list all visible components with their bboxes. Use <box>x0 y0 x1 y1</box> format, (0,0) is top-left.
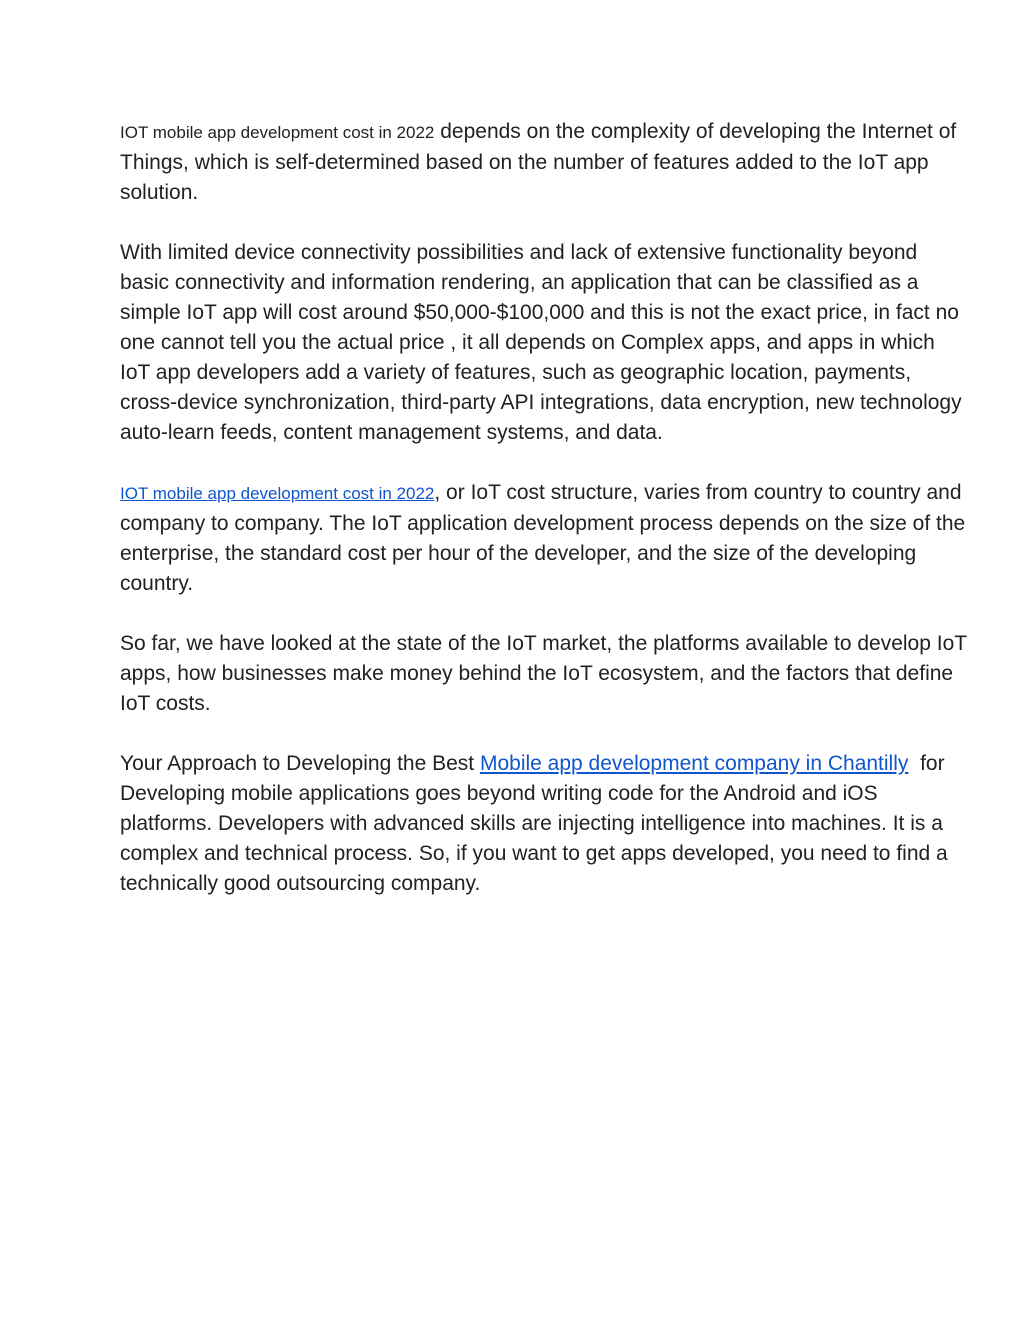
approach-after-text: for Developing mobile applications goes beyond writing code for the Android and iOS platforms. Developers with advanced skills are injecting intelligence into machines. It is a complex and technical process. So, if you want to get apps developed, you need to find a technically good outsourcing company. <box>120 752 954 895</box>
paragraph-cost-structure <box>120 478 970 599</box>
approach-before-text: Your Approach to Developing the Best <box>120 752 480 775</box>
cost-structure-text: , or IoT cost structure, varies from country to country and company to company. The IoT application development process depends on the size of the enterprise, the standard cost per hour of the developer, and the size of the developing country. <box>120 481 966 595</box>
paragraph-simple-app-cost <box>120 238 970 448</box>
simple-app-cost-text: With limited device connectivity possibilities and lack of extensive functionality beyond basic connectivity and information rendering, an application that can be classified as a simple IoT app will cost around $50,000-$100,000 and this is not the exact price, in fact no one cannot tell you the actual price , it all depends on Complex apps, and apps in which IoT app developers add a variety of features, such as geographic location, payments, cross-device synchronization, third-party API integrations, data encryption, new technology auto-learn feeds, content management systems, and data. <box>120 241 962 444</box>
document-body <box>120 117 970 929</box>
iot-cost-link[interactable]: IOT mobile app development cost in 2022 <box>120 484 435 503</box>
cost-lead-text: IOT mobile app development cost in 2022 <box>120 123 435 142</box>
cost-intro-text: depends on the complexity of developing the Internet of Things, which is self-determined based on the number of features added to the IoT app solution. <box>120 120 957 204</box>
paragraph-approach <box>120 749 970 899</box>
chantilly-company-link[interactable]: Mobile app development company in Chantilly <box>479 752 909 775</box>
summary-text: So far, we have looked at the state of the IoT market, the platforms available to develop IoT apps, how businesses make money behind the IoT ecosystem, and the factors that define IoT costs. <box>120 632 967 715</box>
paragraph-summary <box>120 629 970 719</box>
paragraph-cost-intro <box>120 117 970 208</box>
